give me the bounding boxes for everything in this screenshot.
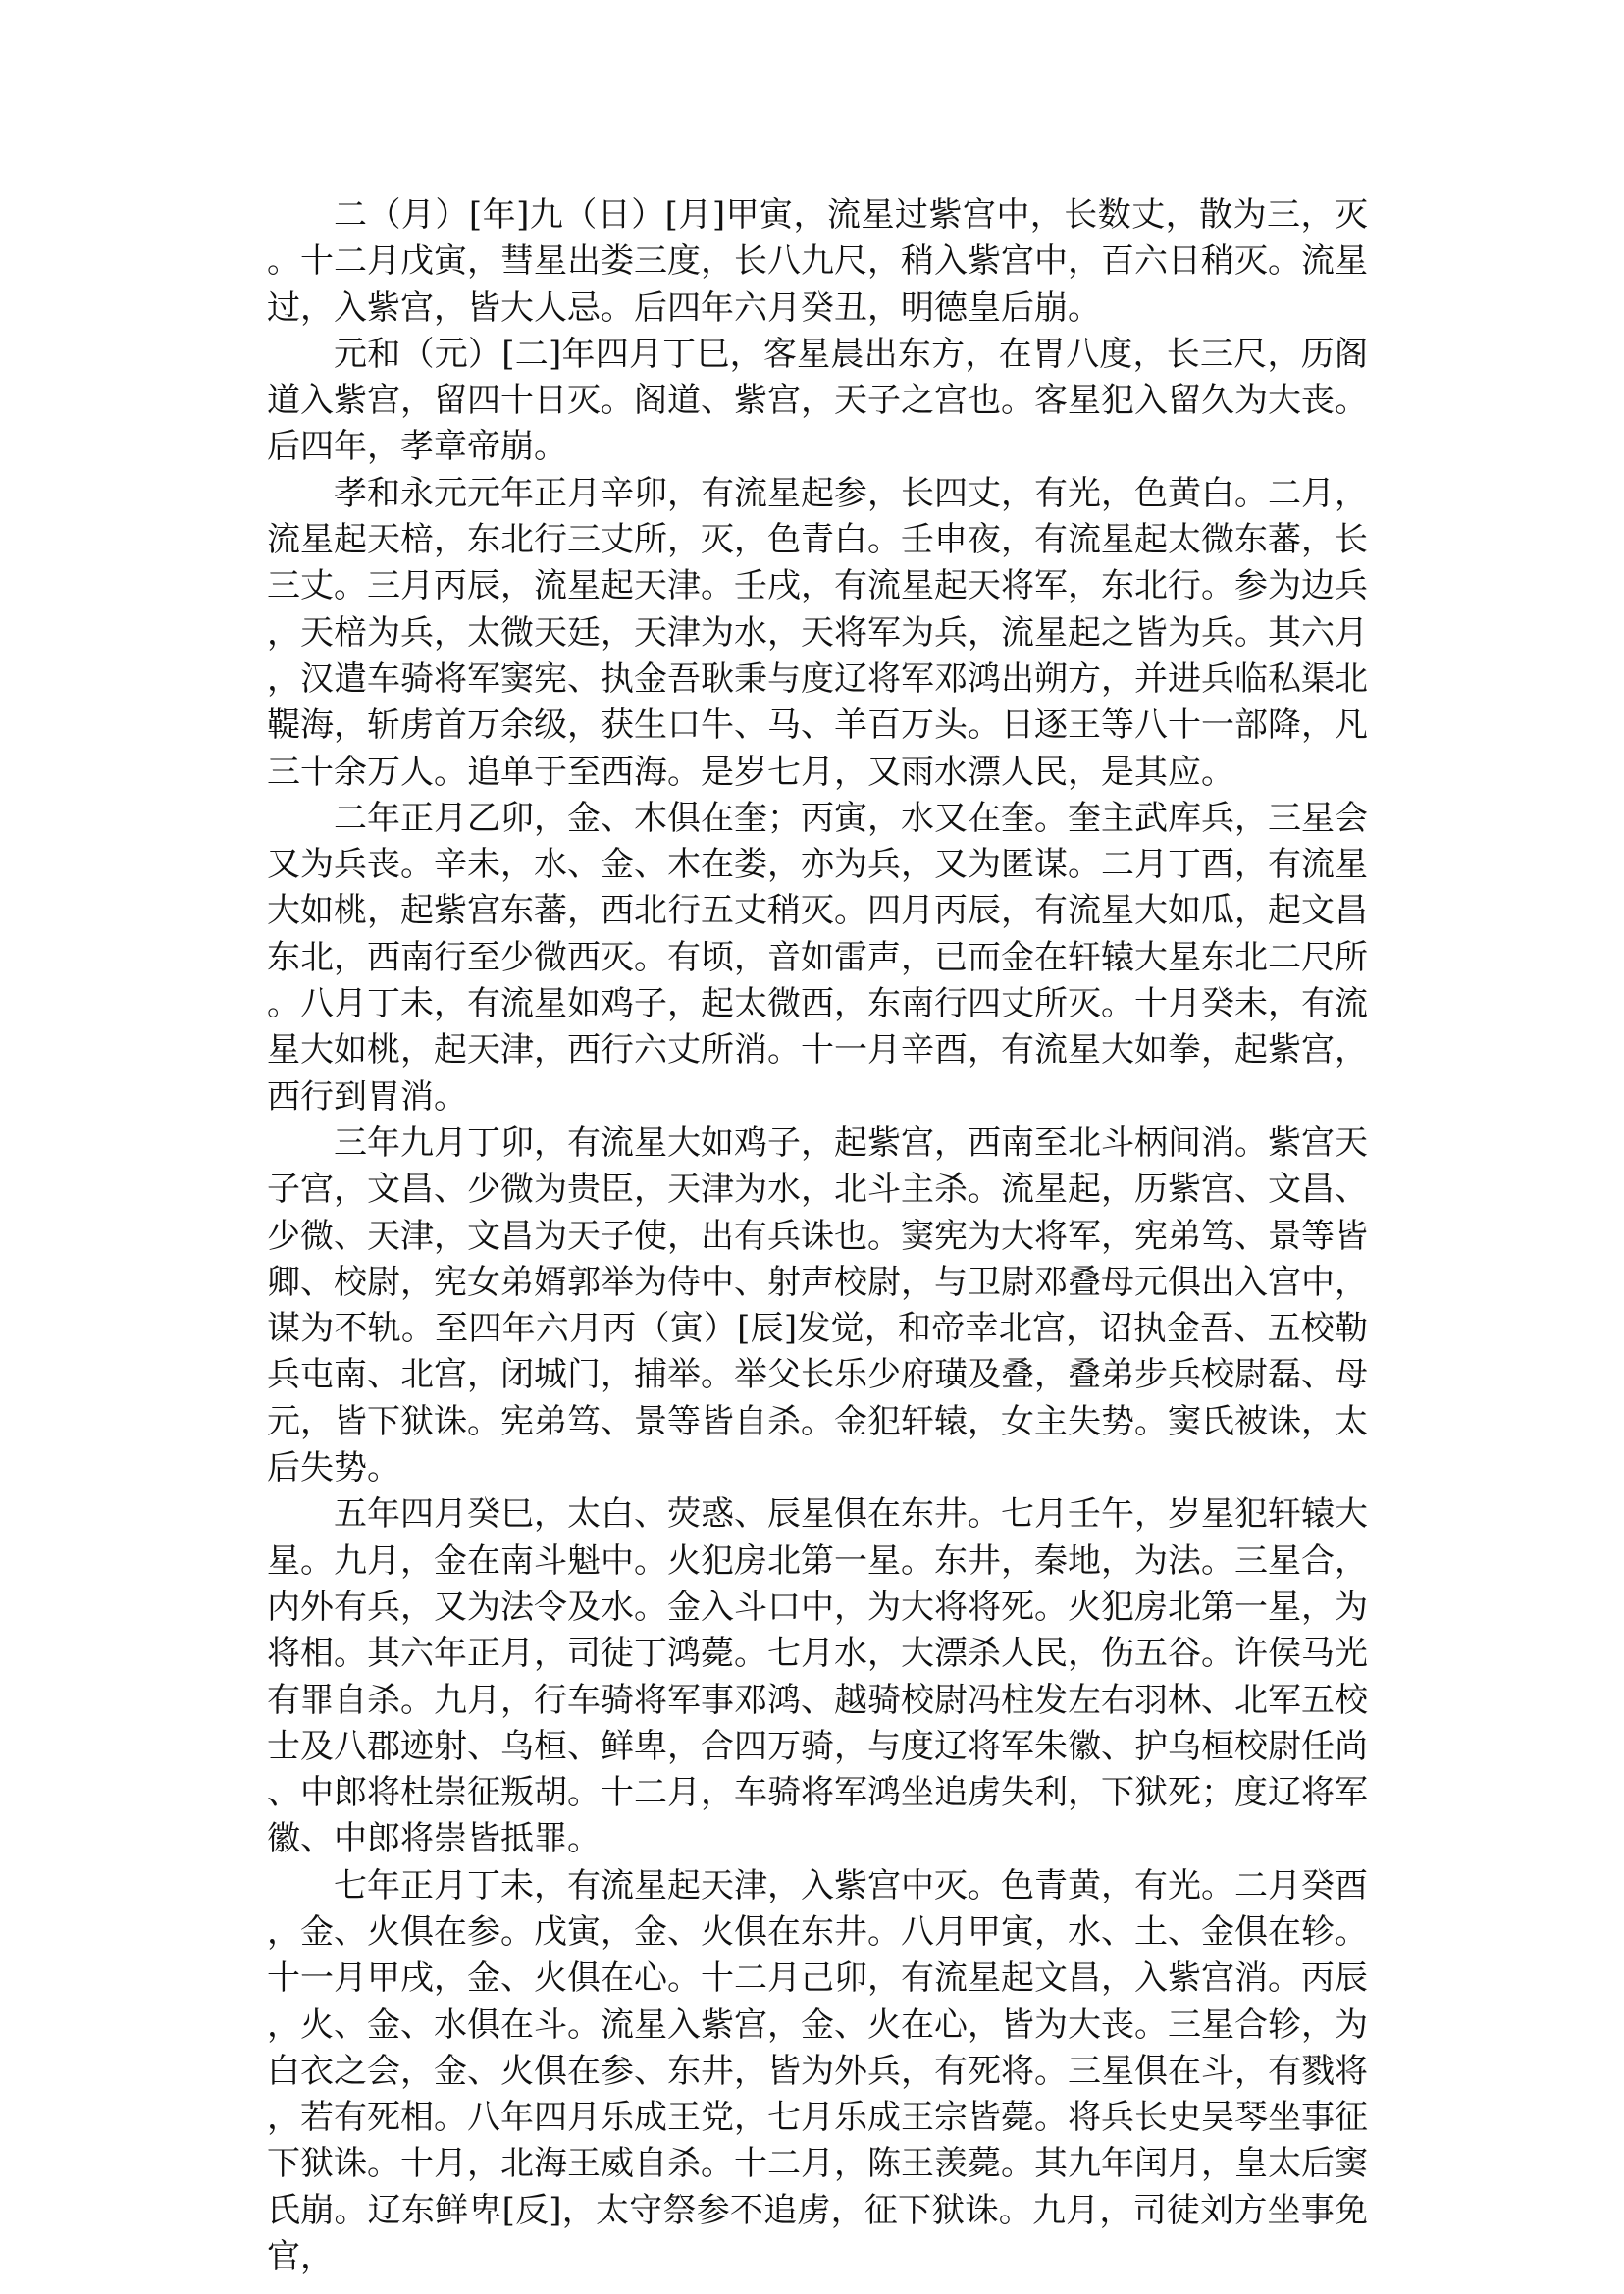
document-page [267, 192, 1368, 2280]
paragraph-2: 元和（元）[二]年四月丁巳，客星晨出东方，在胃八度，长三尺，历阁道入紫宫，留四十日灭。阁道、紫宫，天子之宫也。客星犯入留久为大丧。后四年，孝章帝崩。 [267, 334, 1368, 467]
paragraph-6: 五年四月癸巳，太白、荧惑、辰星俱在东井。七月壬午，岁星犯轩辕大星。九月，金在南斗魁中。火犯房北第一星。东井，秦地，为法。三星合，内外有兵，又为法令及水。金入斗口中，为大将将死。火犯房北第一星，为将相。其六年正月，司徒丁鸿薨。七月水，大漂杀人民，伤五谷。许侯马光有罪自杀。九月，行车骑将军事邓鸿、越骑校尉冯柱发左右羽林、北军五校士及八郡迹射、乌桓、鲜卑，合四万骑，与度辽将军朱徽、护乌桓校尉任尚、中郎将杜崇征叛胡。十二月，车骑将军鸿坐追虏失利，下狱死；度辽将军徽、中郎将崇皆抵罪。 [267, 1494, 1368, 1859]
paragraph-4: 二年正月乙卯，金、木俱在奎；丙寅，水又在奎。奎主武库兵，三星会又为兵丧。辛未，水、金、木在娄，亦为兵，又为匿谋。二月丁酉，有流星大如桃，起紫宫东蕃，西北行五丈稍灭。四月丙辰，有流星大如瓜，起文昌东北，西南行至少微西灭。有顷，音如雷声，已而金在轩辕大星东北二尺所。八月丁未，有流星如鸡子，起太微西，东南行四丈所灭。十月癸未，有流星大如桃，起天津，西行六丈所消。十一月辛酉，有流星大如拳，起紫宫，西行到胃消。 [267, 798, 1368, 1117]
paragraph-7: 七年正月丁未，有流星起天津，入紫宫中灭。色青黄，有光。二月癸酉，金、火俱在参。戊寅，金、火俱在东井。八月甲寅，水、土、金俱在轸。十一月甲戌，金、火俱在心。十二月己卯，有流星起文昌，入紫宫消。丙辰，火、金、水俱在斗。流星入紫宫，金、火在心，皆为大丧。三星合轸，为白衣之会，金、火俱在参、东井，皆为外兵，有死将。三星俱在斗，有戮将，若有死相。八年四月乐成王党，七月乐成王宗皆薨。将兵长史吴琴坐事征下狱诛。十月，北海王威自杀。十二月，陈王羡薨。其九年闰月，皇太后窦氏崩。辽东鲜卑[反]，太守祭参不追虏，征下狱诛。九月，司徒刘方坐事免官， [267, 1865, 1368, 2277]
paragraph-5: 三年九月丁卯，有流星大如鸡子，起紫宫，西南至北斗柄间消。紫宫天子宫，文昌、少微为贵臣，天津为水，北斗主杀。流星起，历紫宫、文昌、少微、天津，文昌为天子使，出有兵诛也。窦宪为大将军，宪弟笃、景等皆卿、校尉，宪女弟婿郭举为侍中、射声校尉，与卫尉邓叠母元俱出入宫中，谋为不轨。至四年六月丙（寅）[辰]发觉，和帝幸北宫，诏执金吾、五校勒兵屯南、北宫，闭城门，捕举。举父长乐少府璜及叠，叠弟步兵校尉磊、母元，皆下狱诛。宪弟笃、景等皆自杀。金犯轩辕，女主失势。窦氏被诛，太后失势。 [267, 1122, 1368, 1488]
paragraph-3: 孝和永元元年正月辛卯，有流星起参，长四丈，有光，色黄白。二月，流星起天棓，东北行三丈所，灭，色青白。壬申夜，有流星起太微东蕃，长三丈。三月丙辰，流星起天津。壬戌，有流星起天将军，东北行。参为边兵，天棓为兵，太微天廷，天津为水，天将军为兵，流星起之皆为兵。其六月，汉遣车骑将军窦宪、执金吾耿秉与度辽将军邓鸿出朔方，并进兵临私渠北鞮海，斩虏首万余级，获生口牛、马、羊百万头。日逐王等八十一部降，凡三十余万人。追单于至西海。是岁七月，又雨水漂人民，是其应。 [267, 473, 1368, 792]
paragraph-1: 二（月）[年]九（日）[月]甲寅，流星过紫宫中，长数丈，散为三，灭。十二月戊寅，彗星出娄三度，长八九尺，稍入紫宫中，百六日稍灭。流星过，入紫宫，皆大人忌。后四年六月癸丑，明德皇后崩。 [267, 195, 1368, 328]
